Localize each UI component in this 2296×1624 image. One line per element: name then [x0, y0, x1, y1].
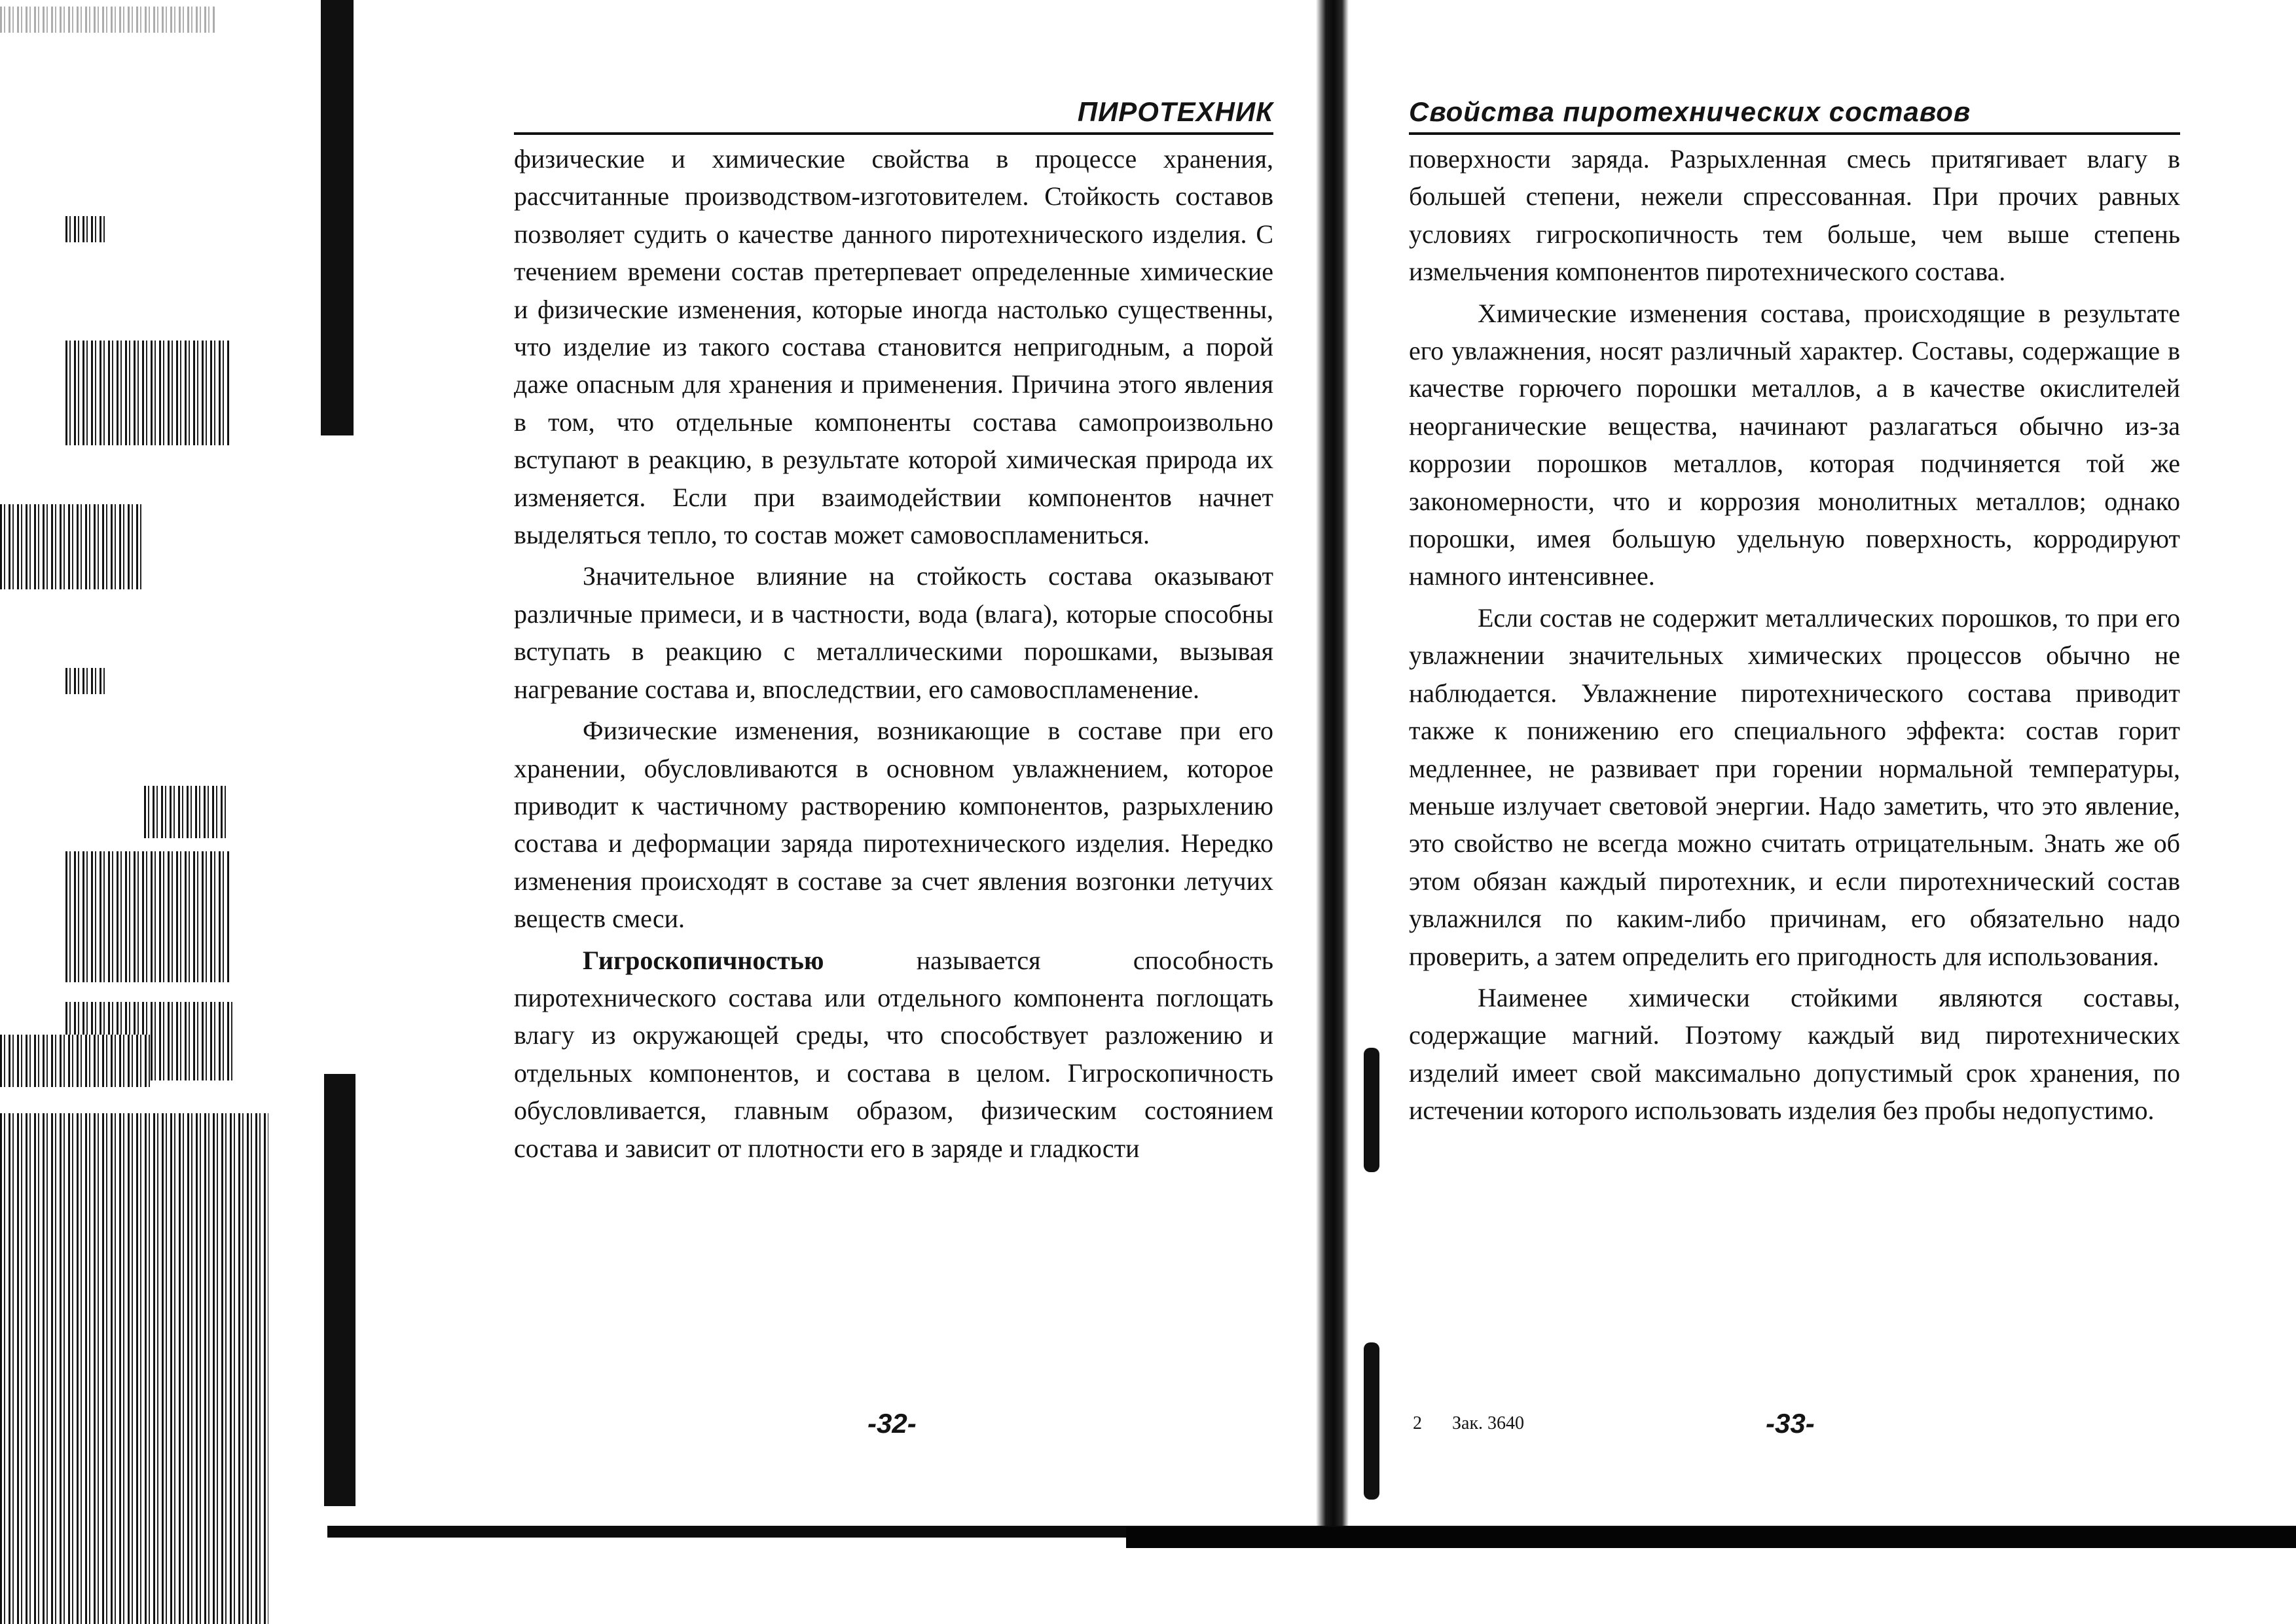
paragraph: Значительное влияние на стойкость состава оказывают различные примеси, и в частности, вода (влага), которые способны вступать в реакцию с металлическими порошками, вызывая нагревание состава и, впоследствии, его самовоспламенение.	[514, 561, 1273, 704]
scan-noise	[0, 504, 144, 589]
paragraph-text: называется способность пиротехнического состава или отдельного компонента поглощать влагу из окружающей среды, что способствует разложению и отдельных компонентов, и состава в целом. Гигроскопичность обусловливается, главным образом, физическим состоянием состава и зависит от плотности его в заряде и гладкости	[514, 945, 1273, 1163]
order-number: Зак. 3640	[1452, 1413, 1525, 1433]
page-number: -33-	[1766, 1408, 1815, 1439]
book-spine-shadow	[1316, 0, 1349, 1526]
scan-noise	[0, 1035, 151, 1087]
scan-noise	[65, 341, 229, 445]
paragraph: Физические изменения, возникающие в составе при его хранении, обусловливаются в основном увлажнением, которое приводит к частичному растворению компонентов, разрыхлению состава и деформации заряда пиротехнического изделия. Нередко изменения происходят в составе за счет явления возгонки летучих веществ смеси.	[514, 716, 1273, 934]
page-body	[1409, 140, 2180, 1134]
scan-blot	[1364, 1048, 1379, 1172]
scan-edge-bar	[324, 1074, 355, 1506]
paragraph: Химические изменения состава, происходящие в результате его увлажнения, носят различный характер. Составы, содержащие в качестве горючего порошки металлов, а в качестве окислителей неорганические вещества, начинают разлагаться обычно из-за коррозии порошков металлов, которая подчиняется той же закономерности, что и коррозия монолитных металлов; однако порошки, имея большую удельную поверхность, корродируют намного интенсивнее.	[1409, 298, 2180, 591]
scan-blot	[1364, 1342, 1379, 1500]
scan-noise	[0, 1113, 268, 1624]
scan-noise	[0, 7, 216, 33]
paragraph: физические и химические свойства в процессе хранения, рассчитанные производством-изготовителем. Стойкость составов позволяет судить о качестве данного пиротехнического изделия. С течением времени состав претерпевает определенные химические и физические изменения, которые иногда настолько существенны, что изделие из такого состава становится непригодным, а порой даже опасным для хранения и применения. Причина этого явления в том, что отдельные компоненты состава самопроизвольно вступают в реакцию, в результате которой химическая природа их изменяется. Если при взаимодействии компонентов начнет выделяться тепло, то состав может самовоспламениться.	[514, 144, 1273, 550]
scan-margin-artifacts	[0, 0, 275, 1624]
scan-bottom-edge-dark	[1126, 1527, 2296, 1548]
signature-number: 2	[1413, 1413, 1422, 1433]
scan-noise	[65, 668, 105, 694]
paragraph	[514, 942, 1273, 1167]
scan-noise	[144, 786, 229, 838]
term-hygroscopicity: Гигроскопичностью	[583, 945, 824, 975]
paragraph: поверхности заряда. Разрыхленная смесь притягивает влагу в большей степени, нежели спрессованная. При прочих равных условиях гигроскопичность тем больше, чем выше степень измельчения компонентов пиротехнического состава.	[1409, 144, 2180, 287]
paragraph: Наименее химически стойкими являются составы, содержащие магний. Поэтому каждый вид пиротехнических изделий имеет свой максимально допустимый срок хранения, по истечении которого использовать изделия без пробы недопустимо.	[1409, 982, 2180, 1126]
running-head: Свойства пиротехнических составов	[1409, 92, 2180, 135]
scan-noise	[65, 216, 105, 242]
print-signature-mark	[1413, 1413, 1524, 1434]
paragraph: Если состав не содержит металлических порошков, то при его увлажнении значительных химических процессов обычно не наблюдается. Увлажнение пиротехнического состава приводит также к понижению его специального эффекта: состав горит медленнее, не развивает при горении нормальной температуры, меньше излучает световой энергии. Надо заметить, что это явление, это свойство не всегда можно считать отрицательным. Знать же об этом обязан каждый пиротехник, и если пиротехнический состав увлажнился по каким-либо причинам, его обязательно надо проверить, а затем определить его пригодность для использования.	[1409, 602, 2180, 971]
scan-noise	[65, 851, 229, 982]
scan-edge-bar	[321, 0, 354, 435]
page-number: -32-	[867, 1408, 917, 1439]
running-head: ПИРОТЕХНИК	[514, 92, 1273, 135]
page-body	[514, 140, 1273, 1171]
